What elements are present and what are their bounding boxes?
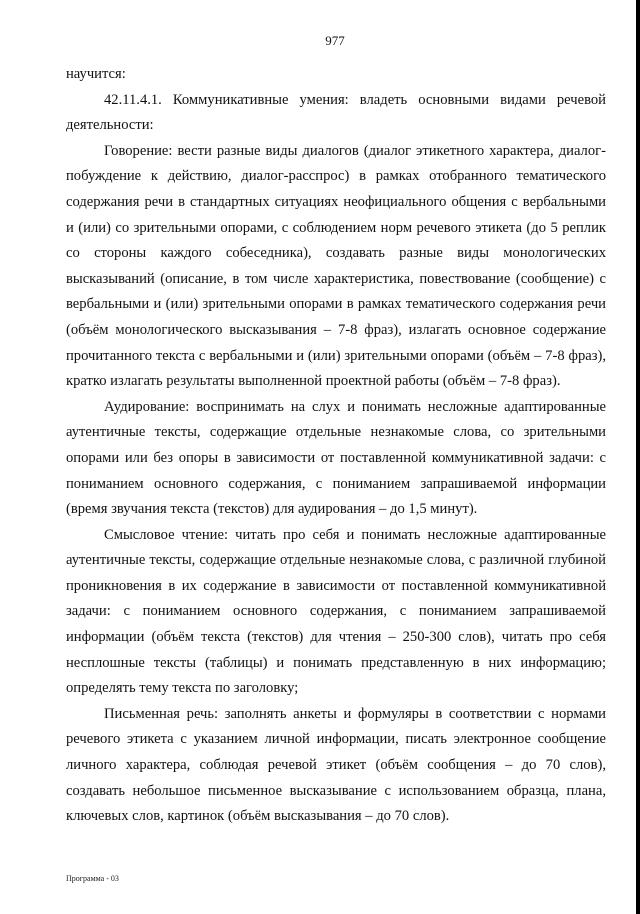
- document-body: [66, 62, 606, 830]
- paragraph-communicative-skills: 42.11.4.1. Коммуникативные умения: владеть основными видами речевой деятельности:: [66, 91, 606, 134]
- paragraph-writing: Письменная речь: заполнять анкеты и формуляры в соответствии с нормами речевого этикета с указанием личной информации, писать электронное сообщение личного характера, соблюдая речевой этикет (объём сообщения – до 70 слов), создавать небольшое письменное высказывание с использованием образца, плана, ключевых слов, картинок (объём высказывания – до 70 слов).: [66, 705, 606, 825]
- paragraph-intro: научится:: [66, 66, 126, 82]
- paragraph-speaking: Говорение: вести разные виды диалогов (диалог этикетного характера, диалог-побуждение к действию, диалог-расспрос) в рамках отобранного тематического содержания речи в стандартных ситуациях неофициального общения с вербальными и (или) со зрительными опорами, с соблюдением норм речевого этикета (до 5 реплик со стороны каждого собеседника), создавать разные виды монологических высказываний (описание, в том числе характеристика, повествование (сообщение) с вербальными и (или) зрительными опорами в рамках тематического содержания речи (объём монологического высказывания – 7-8 фраз), излагать основное содержание прочитанного текста с вербальными и (или) зрительными опорами (объём – 7-8 фраз), кратко излагать результаты выполненной проектной работы (объём – 7-8 фраз).: [66, 142, 606, 390]
- paragraph-listening: Аудирование: воспринимать на слух и понимать несложные адаптированные аутентичные тексты, содержащие отдельные незнакомые слова, со зрительными опорами или без опоры в зависимости от поставленной коммуникативной задачи: с пониманием основного содержания, с пониманием запрашиваемой информации (время звучания текста (текстов) для аудирования – до 1,5 минут).: [66, 398, 606, 518]
- paragraph-reading: Смысловое чтение: читать про себя и понимать несложные адаптированные аутентичные тексты, содержащие отдельные незнакомые слова, с различной глубиной проникновения в их содержание в зависимости от поставленной коммуникативной задачи: с пониманием основного содержания, с пониманием запрашиваемой информации (объём текста (текстов) для чтения – 250-300 слов), читать про себя несплошные тексты (таблицы) и понимать представленную в них информацию; определять тему текста по заголовку;: [66, 526, 606, 697]
- page-number: 977: [325, 33, 345, 48]
- footer-program-label: Программа - 03: [66, 874, 119, 883]
